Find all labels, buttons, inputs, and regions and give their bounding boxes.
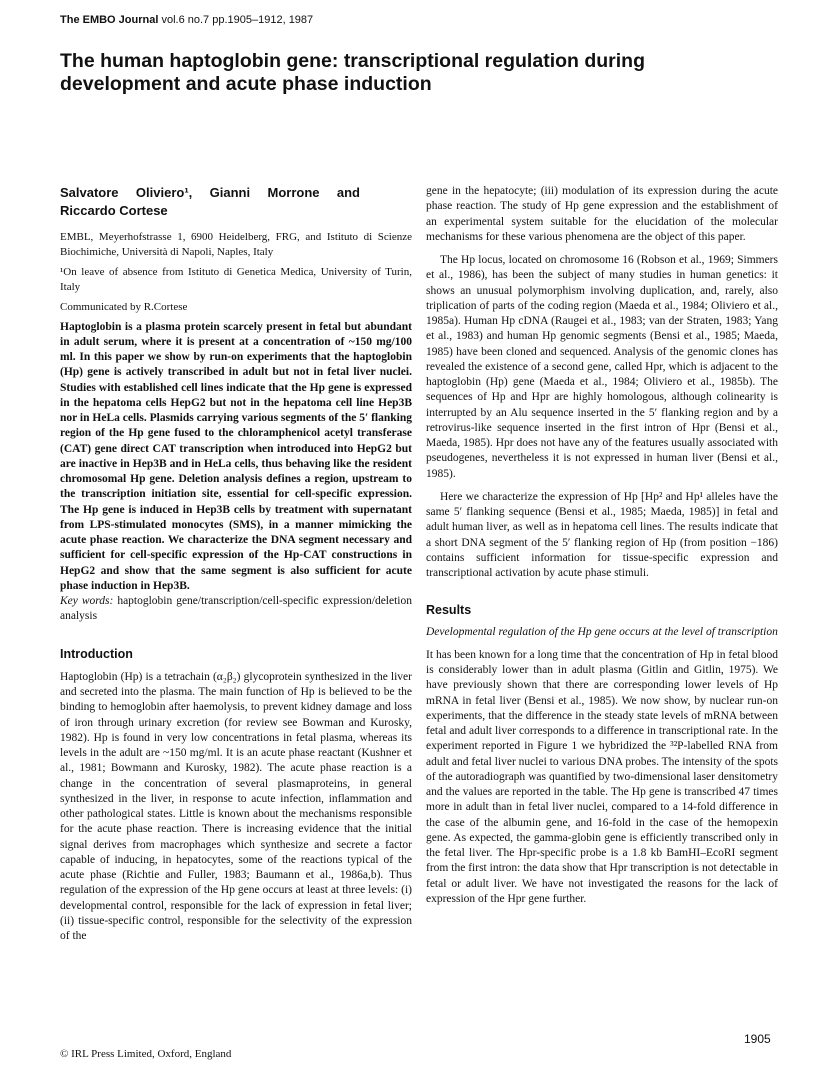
left-column — [60, 184, 412, 944]
characterization-paragraph: Here we characterize the expression of Hp [Hp² and Hp¹ alleles have the same 5′ flanking sequence (Bensi et al., 1985; Maeda, 1985)] in fetal and adult human liver, as well as in hepatoma cell lines. The results indicate that a short DNA segment of the 5′ flanking region of Hp (from position −186) contains sufficient information for tissue-specific expression and transcriptional activation by acute phase stimuli. — [426, 490, 778, 579]
keywords-label: Key words: — [60, 595, 114, 607]
copyright-footer: © IRL Press Limited, Oxford, England — [60, 1048, 232, 1060]
intro-continued-paragraph: gene in the hepatocyte; (iii) modulation of its expression during the acute phase reaction. The study of Hp gene expression and the establishment of an experimental system suitable for the elucidation of the molecular mechanisms for these various phenomena are the object of this paper. — [426, 185, 778, 243]
results-heading: Results — [426, 603, 472, 618]
affiliation: EMBL, Meyerhofstrasse 1, 6900 Heidelberg, FRG, and Istituto di Scienze Biochimiche, Università di Napoli, Naples, Italy — [60, 231, 412, 258]
results-text: It has been known for a long time that the concentration of Hp in fetal blood is considerably lower than in adult plasma (Gitlin and Gitlin, 1975). We have previously shown that there are corresponding lower levels of Hp mRNA in fetal liver (Bensi et al., 1985). We now show, by nuclear run-on experiments, that the difference in the steady state levels of mRNA between fetal and adult liver corresponds to a difference in transcriptional rate. In the experiment reported in Figure 1 we hybridized the ³²P-labelled RNA from adult and fetal liver nuclei to various DNA probes. The intensity of the spots of the autoradiograph was quantified by two-dimensional laser densitometry and the values are reported in the table. The Hp gene is transcribed 47 times more in adult than in fetal liver nuclei, compared to a 14-fold difference in the case of the albumin gene, and 16-fold in the case of the hemopexin gene. As expected, the gamma-globin gene is efficiently transcribed only in the fetal liver. The Hpr-specific probe is a 1.8 kb BamHI–EcoRI segment from the first intron: the data show that Hpr transcription is not detectable in fetal or adult liver. We have not investigated the reasons for the lack of expression of the Hpr gene further. — [426, 648, 778, 905]
introduction-text: Haptoglobin (Hp) is a tetrachain (α₂β₂) glycoprotein synthesized in the liver and secreted into the plasma. The main function of Hp is believed to be the binding to hemoglobin after haemolysis, to prevent kidney damage and loss of iron through urinary excretion (for review see Bowman and Kurosky, 1982). Hp is found in very low concentrations in fetal plasma, whereas its levels in the adult are ~150 mg/ml. It is an acute phase reactant (Kushner et al., 1981; Bowmann and Kurosky, 1982). The acute phase reaction is a change in the concentration of several plasmaproteins, in general synthesized in the liver, in response to acute infection, inflammation and other pathological states. Little is known about the mechanisms responsible for the acute phase reaction. There is increasing evidence that the initial signal derives from macrophages which synthesize and secrete a factor capable of inducing, in hepatocytes, some of the reactions typical of the acute phase (Richtie and Fuller, 1983; Baumann et al., 1986a,b). Thus regulation of the expression of the Hp gene occurs at least at three levels: (i) developmental control, responsible for the lack of expression in fetal liver; (ii) tissue-specific control, responsible for the selectivity of the expression of the — [60, 670, 412, 942]
abstract: Haptoglobin is a plasma protein scarcely present in fetal but abundant in adult serum, where it is present at a concentration of ~150 mg/100 ml. In this paper we show by run-on experiments that the haptoglobin (Hp) gene is actively transcribed in adult but not in fetal liver nuclei. Studies with established cell lines indicate that the Hp gene is expressed in the hepatoma cells HepG2 but not in the hepatoma cell line Hep3B nor in HeLa cells. Plasmids carrying various segments of the 5′ flanking region of the Hp gene fused to the chloramphenicol acetyl transferase (CAT) gene direct CAT transcription when introduced into HepG2 but are inactive in Hep3B and in HeLa cells, thus behaving like the resident chromosomal Hp gene. Deletion analysis defines a region, upstream to the transcription initiation site, essential for cell-specific expression. The Hp gene is induced in Hep3B cells by treatment with supernatant from LPS-stimulated monocytes (SMS), in a manner mimicking the acute phase reaction. We characterize the DNA segment necessary and sufficient for cell-specific expression of the Hp-CAT constructions in HepG2 and show that the same segment is also sufficient for acute phase induction in Hep3B. — [60, 320, 412, 592]
keywords-text: haptoglobin gene/transcription/cell-specific expression/deletion analysis — [60, 595, 412, 623]
right-column — [426, 184, 778, 907]
keywords — [60, 594, 412, 625]
journal-header — [60, 14, 313, 26]
journal-citation: vol.6 no.7 pp.1905–1912, 1987 — [161, 14, 314, 26]
journal-name: The EMBO Journal — [60, 14, 159, 26]
results-subheading: Developmental regulation of the Hp gene occurs at the level of transcription — [426, 625, 778, 638]
paper-title: The human haptoglobin gene: transcriptional regulation during development and acute phase induction — [60, 50, 645, 95]
authors: Salvatore Oliviero¹, Gianni Morrone and Riccardo Cortese — [60, 185, 360, 218]
hp-locus-paragraph: The Hp locus, located on chromosome 16 (Robson et al., 1969; Simmers et al., 1986), has been the subject of many studies in human genetics: it shows an unusual polymorphism involving duplication, and, rarely, also triplication of parts of the coding region (Maeda et al., 1984; Oliviero et al., 1985a). Human Hp cDNA (Raugei et al., 1983; van der Straten, 1983; Yang et al., 1983) and human Hp genomic segments (Bensi et al., 1985; Maeda, 1985) have been cloned and sequenced. Analysis of the genomic clones has revealed the existence of a second gene, called Hpr, which is adjacent to the haptoglobin (Hp) gene (Maeda et al., 1984; Oliviero et al., 1985b). The sequences of Hp and Hpr are highly homologous, although colinearity is interrupted by an Alu sequence inserted in the 5′ flanking region and by a retrovirus-like sequence inserted in the first intron of Hpr (Bensi et al., Maeda, 1985). Hpr does not have any of the features usually associated with pseudogenes, nevertheless it is not expressed in human liver (Bensi et al., 1985). — [426, 254, 778, 480]
footnote: ¹On leave of absence from Istituto di Genetica Medica, University of Turin, Italy — [60, 266, 412, 293]
page-number: 1905 — [744, 1032, 771, 1046]
communicated-by: Communicated by R.Cortese — [60, 301, 188, 313]
introduction-heading: Introduction — [60, 646, 133, 661]
